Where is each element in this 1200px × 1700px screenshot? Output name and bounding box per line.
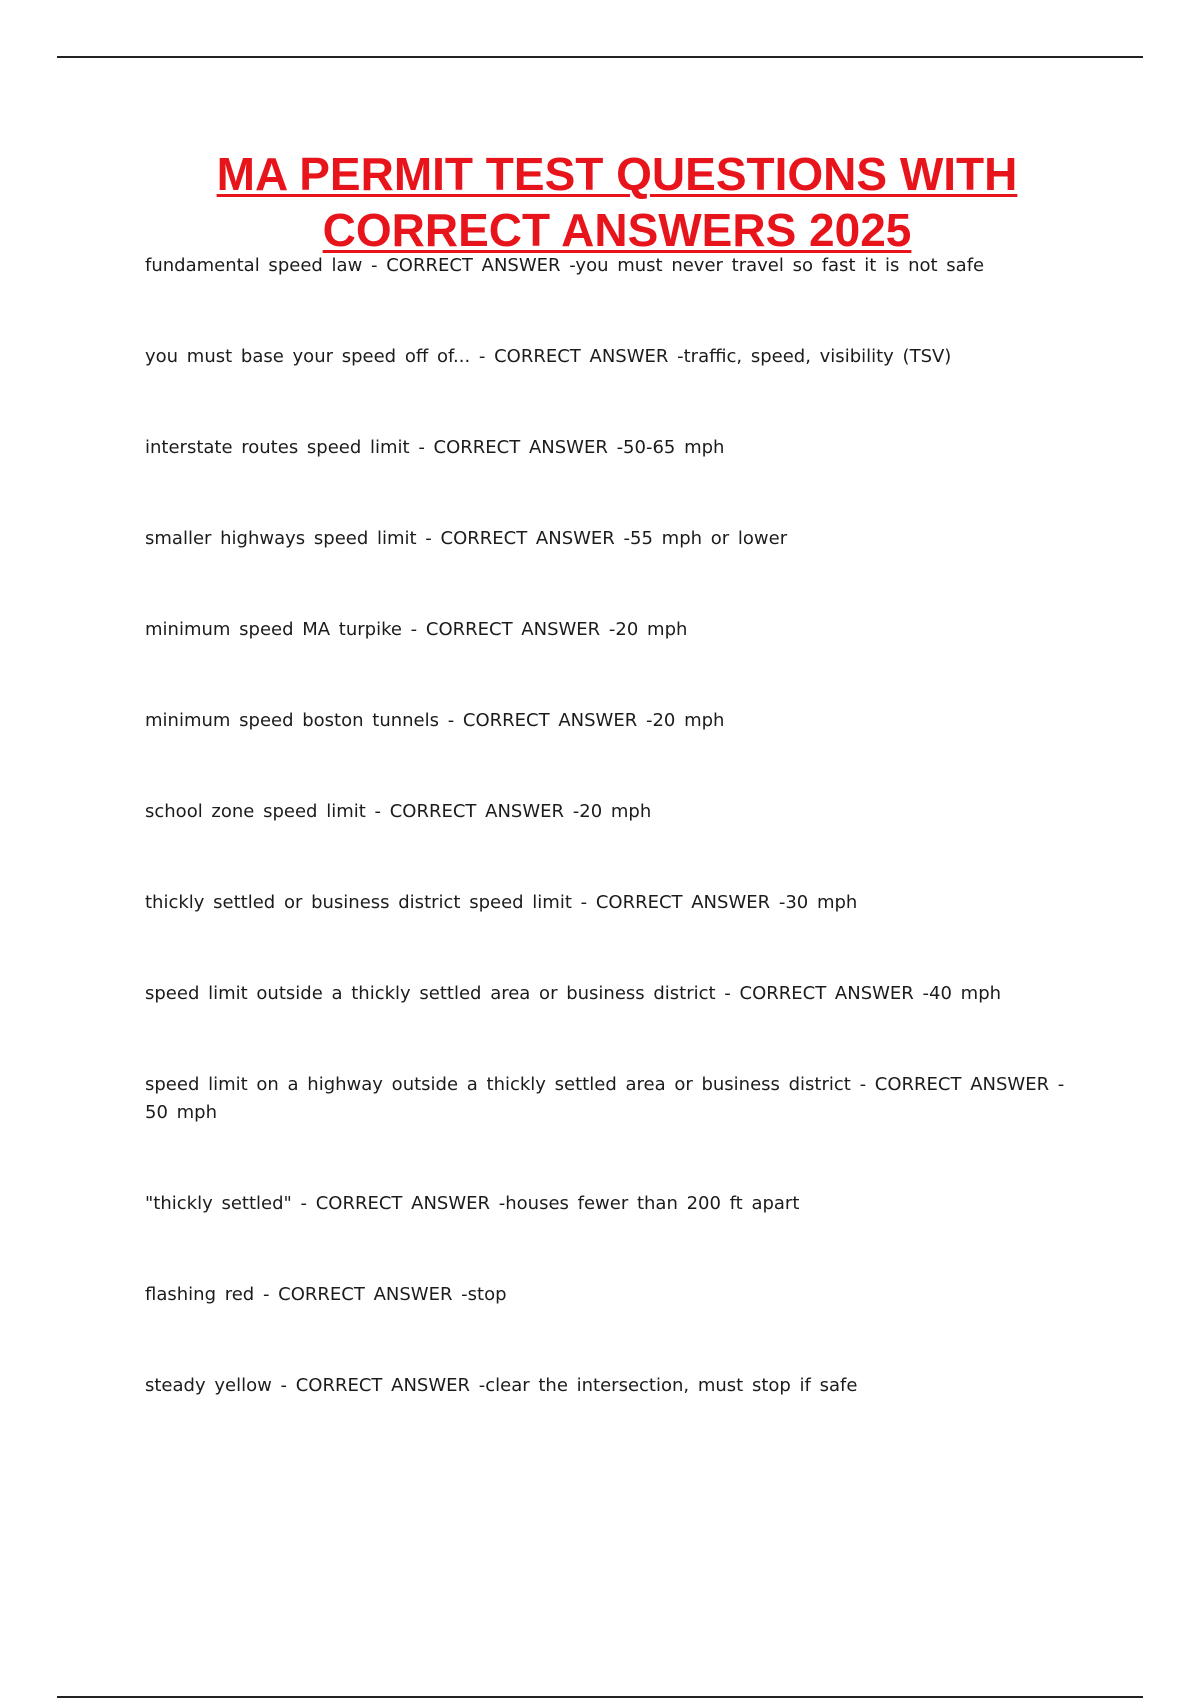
qa-item: school zone speed limit - CORRECT ANSWER -20 mph xyxy=(145,801,652,822)
title-line-2: CORRECT ANSWERS 2025 xyxy=(322,204,912,256)
qa-item: fundamental speed law - CORRECT ANSWER -you must never travel so fast it is not safe xyxy=(145,255,985,276)
qa-item: interstate routes speed limit - CORRECT ANSWER -50-65 mph xyxy=(145,437,725,458)
qa-item: steady yellow - CORRECT ANSWER -clear the intersection, must stop if safe xyxy=(145,1375,858,1396)
qa-item: smaller highways speed limit - CORRECT ANSWER -55 mph or lower xyxy=(145,528,788,549)
qa-item: minimum speed MA turpike - CORRECT ANSWER -20 mph xyxy=(145,619,688,640)
qa-item: speed limit outside a thickly settled area or business district - CORRECT ANSWER -40 mph xyxy=(145,983,1002,1004)
document-title xyxy=(0,146,1200,258)
qa-list xyxy=(145,252,1075,1463)
qa-item: "thickly settled" - CORRECT ANSWER -houses fewer than 200 ft apart xyxy=(145,1193,800,1214)
qa-item: you must base your speed off of... - CORRECT ANSWER -traffic, speed, visibility (TSV) xyxy=(145,346,952,367)
qa-item: flashing red - CORRECT ANSWER -stop xyxy=(145,1284,507,1305)
bottom-divider xyxy=(57,1696,1143,1698)
qa-item: thickly settled or business district speed limit - CORRECT ANSWER -30 mph xyxy=(145,892,858,913)
qa-item: speed limit on a highway outside a thickly settled area or business district - CORRECT ANSWER - 50 mph xyxy=(145,1074,1065,1123)
top-divider xyxy=(57,56,1143,58)
title-line-1: MA PERMIT TEST QUESTIONS WITH xyxy=(216,148,1018,200)
qa-item: minimum speed boston tunnels - CORRECT ANSWER -20 mph xyxy=(145,710,725,731)
